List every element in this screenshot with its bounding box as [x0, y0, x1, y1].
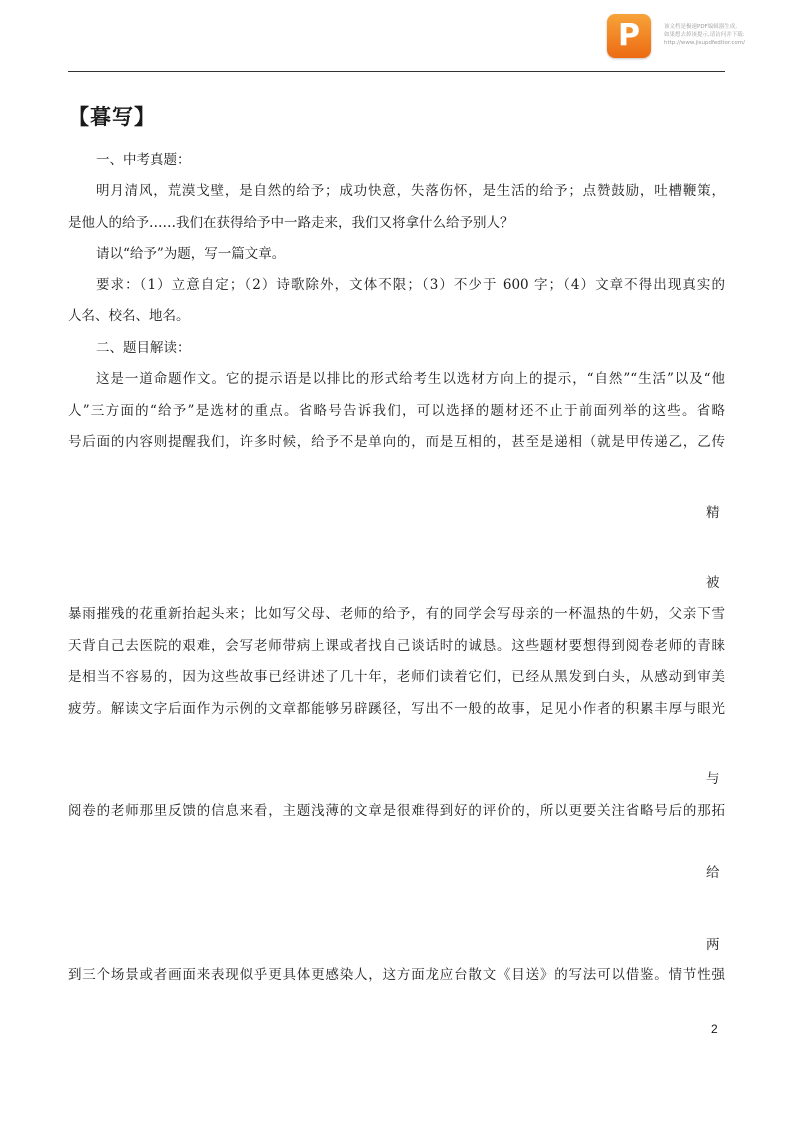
body-line: 请以“给予”为题，写一篇文章。 — [96, 246, 286, 262]
body-line: 到三个场景或者画面来表现似乎更具体更感染人，这方面龙应台散文《目送》的写法可以借鉴。情节性强 — [68, 967, 725, 983]
body-line-fragment: 精 — [706, 505, 720, 521]
watermark-note-line: 如果想去掉该提示,请访问并下载: — [664, 32, 745, 38]
body-line: 人名、校名、地名。 — [68, 308, 190, 324]
logo-letter: P — [618, 18, 640, 53]
body-line: 疲劳。解读文字后面作为示例的文章都能够另辟蹊径，写出不一般的故事，足见小作者的积累丰厚与眼光 — [68, 701, 725, 717]
body-line: 天背自己去医院的艰难，会写老师带病上课或者找自己谈话时的诚恳。这些题材要想得到阅卷老师的青睐 — [68, 638, 725, 654]
body-line: 这是一道命题作文。它的提示语是以排比的形式给考生以选材方向上的提示，“自然”“生活”以及“他 — [96, 371, 725, 387]
watermark-note-line: 该文档是极速PDF编辑器生成, — [664, 24, 737, 30]
logo-badge — [607, 14, 651, 58]
page-number: 2 — [711, 1022, 718, 1036]
body-line: 人”三方面的“给予”是选材的重点。省略号告诉我们，可以选择的题材还不止于前面列举的这些。省略 — [68, 403, 725, 419]
watermark-note — [664, 23, 774, 47]
body-line: 是相当不容易的，因为这些故事已经讲述了几十年，老师们读着它们，已经从黑发到白头，从感动到审美 — [68, 669, 725, 685]
body-line: 阅卷的老师那里反馈的信息来看，主题浅薄的文章是很难得到好的评价的，所以更要关注省略号后的那拓 — [68, 803, 725, 819]
pdf-editor-logo — [607, 14, 651, 58]
watermark-note-link[interactable]: http://www.jisupdfeditor.com/ — [664, 40, 745, 46]
section-title: 【暮写】 — [68, 105, 156, 129]
subheading-exam-question: 一、中考真题： — [96, 152, 191, 168]
body-line-fragment: 两 — [706, 937, 720, 953]
body-line: 是他人的给予……我们在获得给予中一路走来，我们又将拿什么给予别人？ — [68, 215, 514, 231]
body-line-fragment: 给 — [706, 865, 720, 881]
subheading-topic-analysis: 二、题目解读： — [96, 340, 191, 356]
body-line-fragment: 与 — [706, 771, 720, 787]
body-line: 暴雨摧残的花重新抬起头来；比如写父母、老师的给予，有的同学会写母亲的一杯温热的牛奶，父亲下雪 — [68, 606, 725, 622]
body-line-fragment: 被 — [706, 575, 720, 591]
header-divider — [68, 71, 725, 72]
body-line: 要求：（1）立意自定；（2）诗歌除外，文体不限；（3）不少于 600 字；（4）文章不得出现真实的 — [96, 277, 725, 293]
body-line: 明月清风，荒漠戈壁，是自然的给予；成功快意，失落伤怀，是生活的给予；点赞鼓励，吐槽鞭策， — [96, 183, 725, 199]
body-line: 号后面的内容则提醒我们，许多时候，给予不是单向的，而是互相的，甚至是递相（就是甲传递乙，乙传 — [68, 434, 725, 450]
